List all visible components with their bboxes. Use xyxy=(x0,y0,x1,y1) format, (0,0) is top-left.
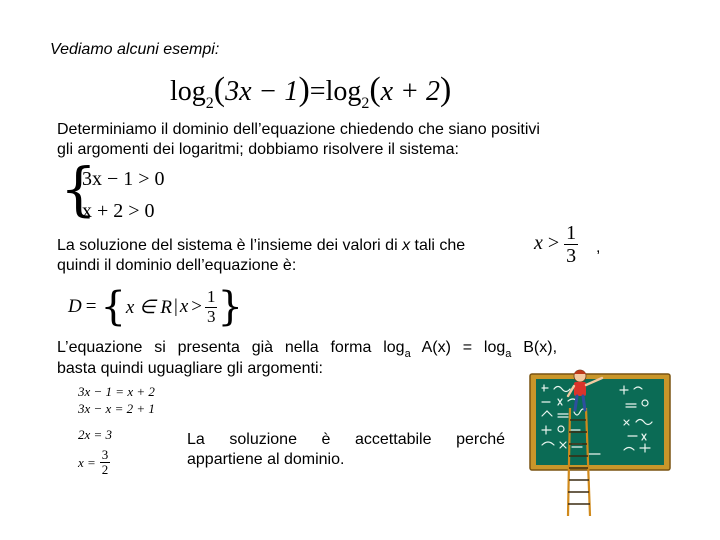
conclusion-line1: La soluzione è accettabile perché xyxy=(187,431,505,448)
paragraph-method xyxy=(57,338,557,379)
set-brace-close: } xyxy=(217,284,243,330)
system-row-2: x + 2 > 0 xyxy=(82,200,155,222)
base-right: 2 xyxy=(361,95,370,112)
domain-num: 1 xyxy=(206,286,216,306)
main-equation: $\log_2(3x - 1)=\log_2(x + 2)$ xyxy=(170,71,452,112)
ineq-op: > xyxy=(547,232,560,255)
p3-sub1: a xyxy=(404,348,411,360)
domain-set xyxy=(68,284,243,330)
conclusion-line2: appartiene al dominio. xyxy=(187,451,345,468)
system-row-1: 3x − 1 > 0 xyxy=(82,168,165,190)
domain-equals: = xyxy=(85,296,97,317)
equals-sign: = xyxy=(309,76,326,107)
solution-steps xyxy=(78,383,155,478)
p3-a: L’equazione si presenta già nella forma log xyxy=(57,339,405,356)
p3-c: B(x), xyxy=(511,339,558,356)
domain-cond-op: > xyxy=(191,296,202,317)
paragraph2-var: x xyxy=(402,237,411,254)
step-4-num: 3 xyxy=(101,447,109,462)
domain-den: 3 xyxy=(206,306,216,326)
step-4 xyxy=(78,448,155,478)
step-4-lhs: x = xyxy=(78,455,96,471)
right-argument: x + 2 xyxy=(380,76,440,107)
step-1: 3x − 1 = x + 2 xyxy=(78,384,155,399)
paragraph3-line1 xyxy=(57,338,557,359)
log-right: log xyxy=(325,76,362,107)
inequality-x-gt-third xyxy=(534,222,578,267)
ineq-comma: , xyxy=(596,239,601,256)
step-4-den: 2 xyxy=(101,462,109,478)
p3-b: A(x) = log xyxy=(410,339,506,356)
domain-symbol: D xyxy=(68,296,82,317)
ineq-den: 3 xyxy=(566,245,577,267)
paragraph2-text-b: tali che xyxy=(410,237,466,254)
paragraph2-line2: quindi il dominio dell’equazione è: xyxy=(57,257,297,274)
paragraph2-line1 xyxy=(57,236,537,256)
domain-bar: | xyxy=(174,296,178,317)
conclusion xyxy=(187,430,505,470)
set-brace-open: { xyxy=(100,284,126,330)
step-3: 2x = 3 xyxy=(78,427,113,442)
page-title: Vediamo alcuni esempi: xyxy=(50,41,220,58)
domain-element: x ∈ R xyxy=(125,296,172,318)
paragraph1-line1: Determiniamo il dominio dell’equazione chiedendo che siano positivi xyxy=(57,121,540,138)
domain-cond-var: x xyxy=(179,296,189,317)
log-left: log xyxy=(170,76,206,107)
left-argument: 3x − 1 xyxy=(225,76,299,107)
inequality-system xyxy=(60,155,170,226)
domain-fraction xyxy=(205,288,218,326)
teacher-on-ladder-at-chalkboard-icon xyxy=(528,368,674,518)
paragraph2-text-a: La soluzione del sistema è l’insieme dei valori di xyxy=(57,237,403,254)
p3-sub2: a xyxy=(505,348,512,360)
base-left: 2 xyxy=(205,95,214,112)
ineq-fraction xyxy=(564,222,578,267)
paragraph3-line2: basta quindi uguagliare gli argomenti: xyxy=(57,360,323,377)
system-brace: { xyxy=(60,155,97,223)
step-4-fraction xyxy=(100,448,111,478)
ineq-num: 1 xyxy=(566,222,577,244)
paragraph-solution xyxy=(57,236,537,276)
paragraph1-line2: gli argomenti dei logaritmi; dobbiamo risolvere il sistema: xyxy=(57,141,459,158)
step-2: 3x − x = 2 + 1 xyxy=(78,401,155,416)
ineq-var: x xyxy=(534,232,543,255)
paragraph-domain-intro xyxy=(57,120,602,160)
